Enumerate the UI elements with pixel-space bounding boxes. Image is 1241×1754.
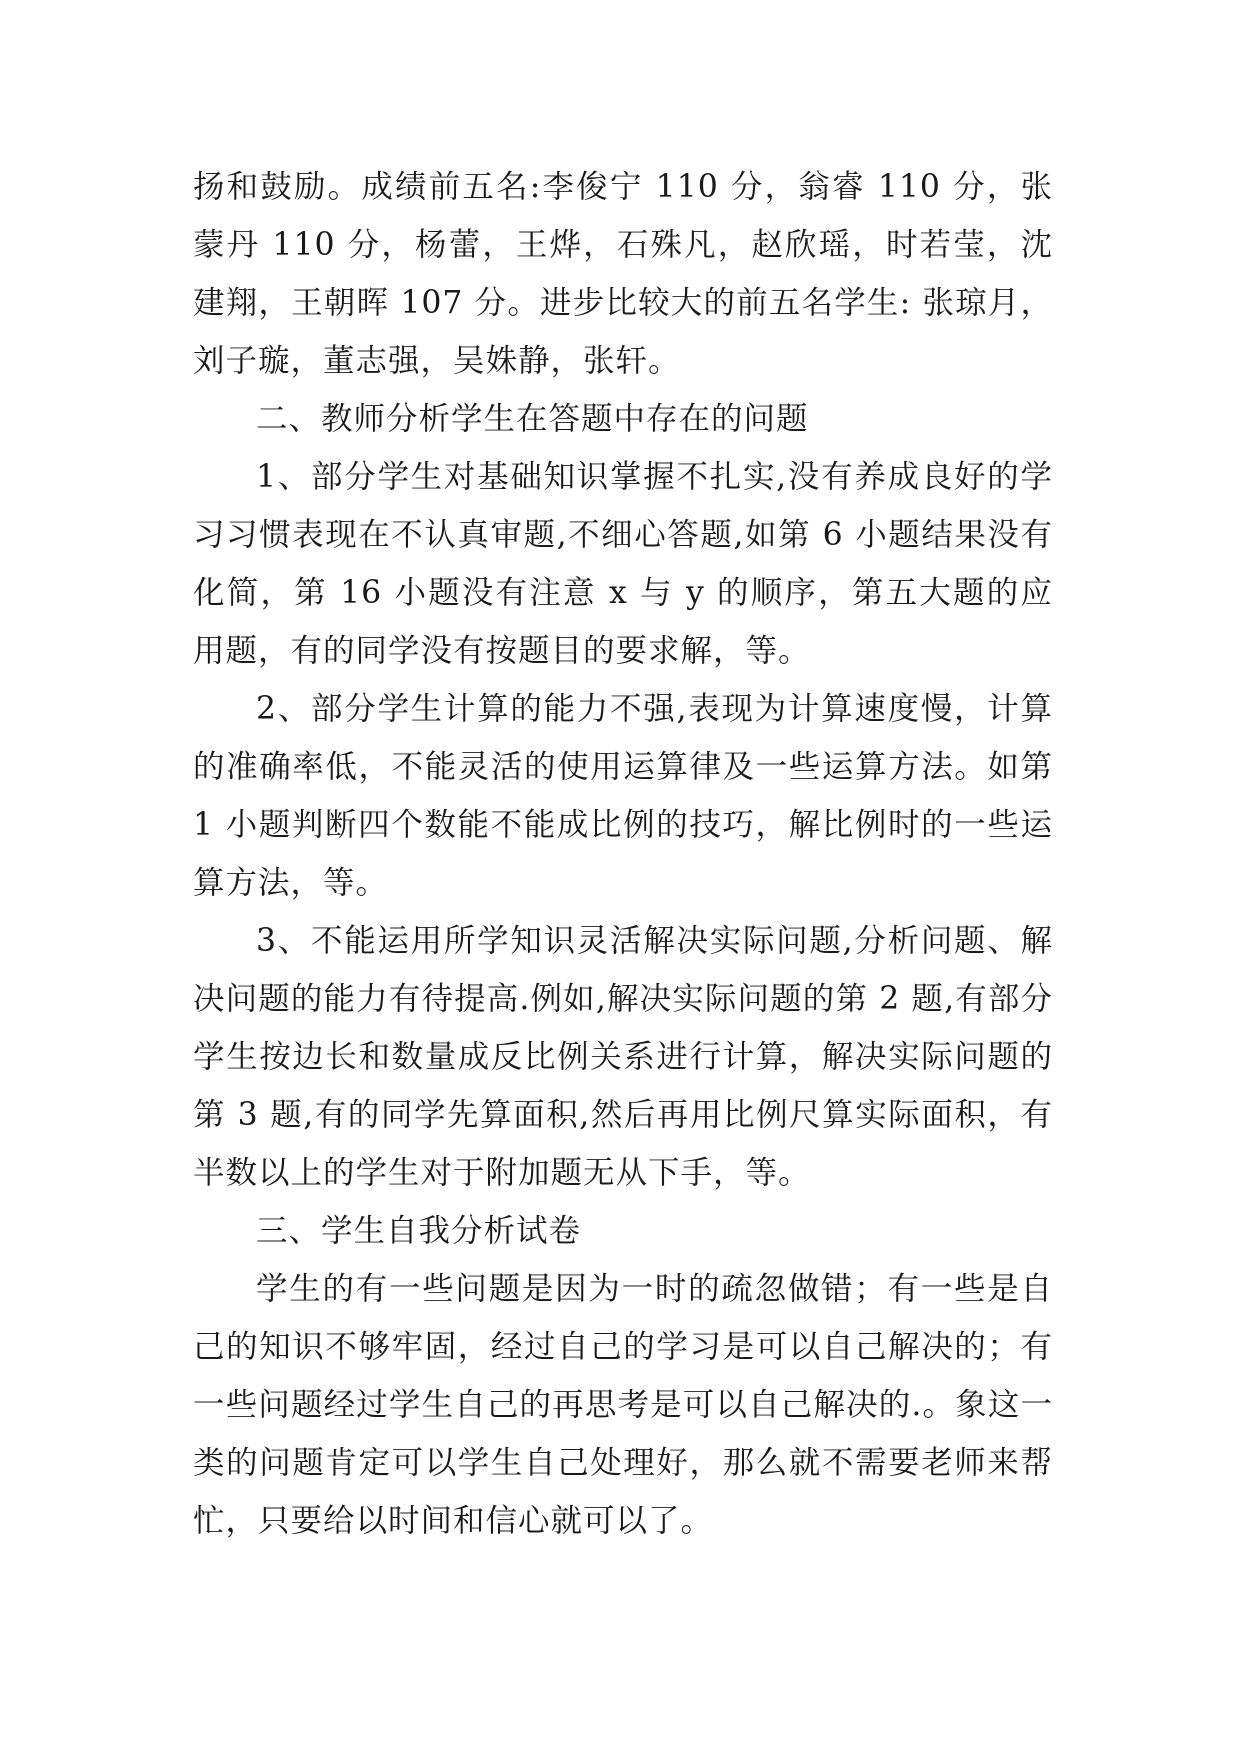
paragraph-top-students: 扬和鼓励。成绩前五名:李俊宁 110 分，翁睿 110 分，张蒙丹 110 分，杨蕾，王烨，石殊凡，赵欣瑶，时若莹，沈建翔，王朝晖 107 分。进步比较大的前五名学生: 张琼月，刘子璇，董志强，吴姝静，张轩。 <box>193 169 1053 379</box>
paragraph-self-analysis: 学生的有一些问题是因为一时的疏忽做错；有一些是自己的知识不够牢固，经过自己的学习是可以自己解决的；有一些问题经过学生自己的再思考是可以自己解决的.。象这一类的问题肯定可以学生自己处理好，那么就不需要老师来帮忙，只要给以时间和信心就可以了。 <box>193 1271 1053 1539</box>
paragraph-problem-3: 3、不能运用所学知识灵活解决实际问题,分析问题、解决问题的能力有待提高.例如,解决实际问题的第 2 题,有部分学生按边长和数量成反比例关系进行计算，解决实际问题的第 3 题,有的同学先算面积,然后再用比例尺算实际面积，有半数以上的学生对于附加题无从下手，等。 <box>193 923 1053 1191</box>
section-heading-teacher-analysis: 二、教师分析学生在答题中存在的问题 <box>256 401 809 437</box>
section-heading-self-analysis: 三、学生自我分析试卷 <box>256 1213 582 1249</box>
paragraph-problem-1: 1、部分学生对基础知识掌握不扎实,没有养成良好的学习习惯表现在不认真审题,不细心答题,如第 6 小题结果没有化简，第 16 小题没有注意 x 与 y 的顺序，第五大题的应用题，有的同学没有按题目的要求解，等。 <box>193 459 1053 669</box>
document-body <box>193 158 1053 1550</box>
paragraph-problem-2: 2、部分学生计算的能力不强,表现为计算速度慢，计算的准确率低，不能灵活的使用运算律及一些运算方法。如第 1 小题判断四个数能不能成比例的技巧，解比例时的一些运算方法，等。 <box>193 691 1053 901</box>
